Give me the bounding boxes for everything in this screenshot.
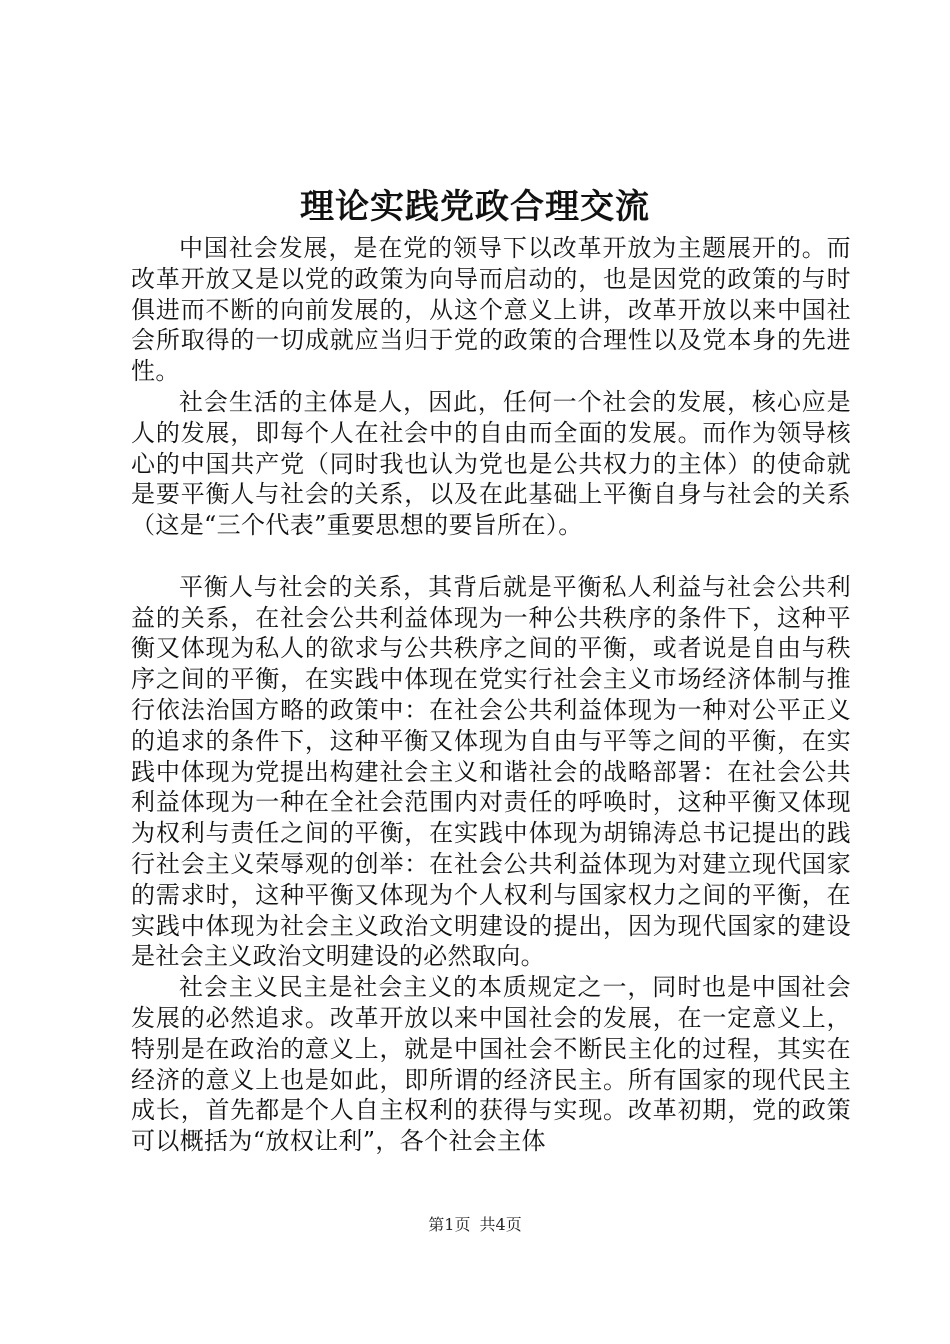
paragraph-4: 社会主义民主是社会主义的本质规定之一，同时也是中国社会发展的必然追求。改革开放以来中国社会的发展，在一定意义上，特别是在政治的意义上，就是中国社会不断民主化的过程，其实在经济的意义上也是如此，即所谓的经济民主。所有国家的现代民主成长，首先都是个人自主权利的获得与实现。改革初期，党的政策可以概括为“放权让利”，各个社会主体 bbox=[131, 973, 851, 1156]
page-number: 第1页 bbox=[428, 1215, 471, 1234]
paragraph-1: 中国社会发展，是在党的领导下以改革开放为主题展开的。而改革开放又是以党的政策为向导而启动的，也是因党的政策的与时俱进而不断的向前发展的，从这个意义上讲，改革开放以来中国社会所取得的一切成就应当归于党的政策的合理性以及党本身的先进性。 bbox=[131, 234, 851, 386]
paragraph-gap bbox=[131, 541, 851, 572]
paragraph-3: 平衡人与社会的关系，其背后就是平衡私人利益与社会公共利益的关系，在社会公共利益体现为一种公共秩序的条件下，这种平衡又体现为私人的欲求与公共秩序之间的平衡，或者说是自由与秩序之间的平衡，在实践中体现在党实行社会主义市场经济体制与推行依法治国方略的政策中：在社会公共利益体现为一种对公平正义的追求的条件下，这种平衡又体现为自由与平等之间的平衡，在实践中体现为党提出构建社会主义和谐社会的战略部署：在社会公共利益体现为一种在全社会范围内对责任的呼唤时，这种平衡又体现为权利与责任之间的平衡，在实践中体现为胡锦涛总书记提出的践行社会主义荣辱观的创举：在社会公共利益体现为对建立现代国家的需求时，这种平衡又体现为个人权利与国家权力之间的平衡，在实践中体现为社会主义政治文明建设的提出，因为现代国家的建设是社会主义政治文明建设的必然取向。 bbox=[131, 572, 851, 971]
document-title: 理论实践党政合理交流 bbox=[300, 187, 650, 227]
page-footer bbox=[0, 1214, 950, 1236]
paragraph-2: 社会生活的主体是人，因此，任何一个社会的发展，核心应是人的发展，即每个人在社会中的自由而全面的发展。而作为领导核心的中国共产党（同时我也认为党也是公共权力的主体）的使命就是要平衡人与社会的关系，以及在此基础上平衡自身与社会的关系（这是“三个代表”重要思想的要旨所在）。 bbox=[131, 387, 851, 540]
document-body bbox=[131, 233, 851, 1157]
page-total: 共4页 bbox=[479, 1215, 522, 1234]
